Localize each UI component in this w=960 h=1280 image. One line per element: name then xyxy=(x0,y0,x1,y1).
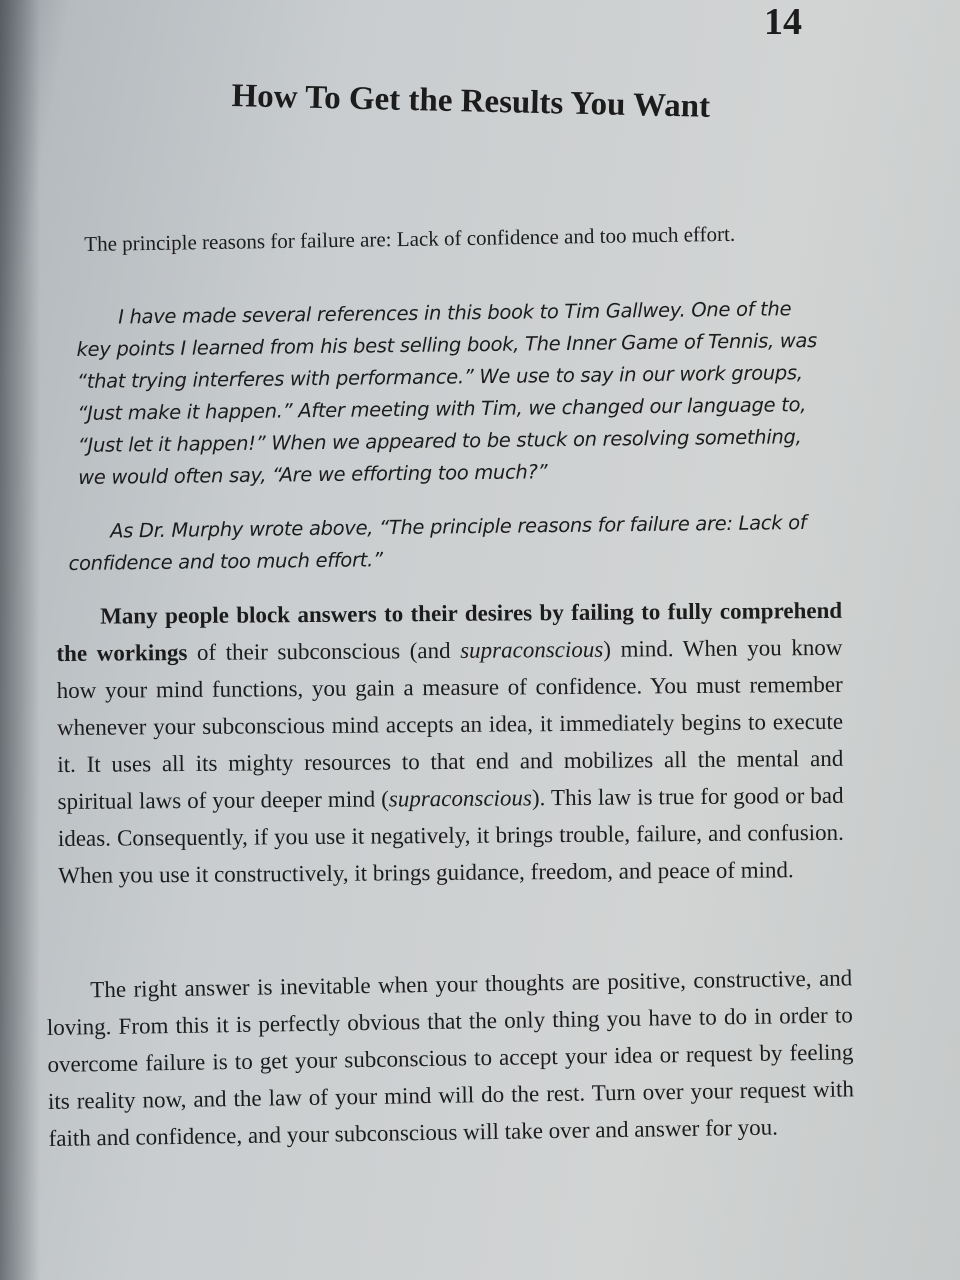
body-paragraph-1 xyxy=(56,592,844,894)
chapter-title: How To Get the Results You Want xyxy=(231,78,711,125)
body-paragraph-1-text-c: ). This law is true for good or bad ideas. Consequently, if you use it negatively, it brings trouble, failure, and confusion. When you use it constructively, it brings guidance, freedom, and peace of mind. xyxy=(57,782,844,888)
quote-paragraph-2: As Dr. Murphy wrote above, “The principle reasons for failure are: Lack of confidence and too much effort.” xyxy=(68,510,807,575)
quote-paragraph-1: I have made several references in this book to Tim Gallwey. One of the key points I learned from his best selling book, The Inner Game of Tennis, was “that trying interferes with performance.” We use to say in our work groups, “Just make it happen.” After meeting with Tim, we changed our language to, “Just let it happen!” When we appeared to be stuck on resolving something, we would often say, “Are we efforting too much?” xyxy=(76,297,818,489)
body-paragraph-1-text-a: of their subconscious (and xyxy=(187,637,461,665)
body-paragraph-1-italic-2: supraconscious xyxy=(388,785,533,812)
chapter-number: 14 xyxy=(764,1,802,43)
body-paragraph-1-bold-lead: Many people block answers to their desires by failing to fully comprehend the workings xyxy=(56,597,843,666)
body-paragraph-2: The right answer is inevitable when your thoughts are positive, constructive, and loving. From this it is perfectly obvious that the only thing you have to do in order to overcome failure is to get your subconscious to accept your idea or request by feeling its reality now, and the law of your mind will do the rest. Turn over your request with faith and confidence, and your subconscious will take over and answer for you. xyxy=(46,965,855,1151)
body-paragraph-1-italic-1: supraconscious xyxy=(460,636,604,663)
lead-paragraph: The principle reasons for failure are: Lack of confidence and too much effort. xyxy=(84,221,736,256)
body-paragraph-1-text-b: ) mind. When you know how your mind functions, you gain a measure of confidence. You must remember whenever your subconscious mind accepts an idea, it immediately begins to execute it. It uses all its mighty resources to that end and mobilizes all the mental and spiritual laws of your deeper mind ( xyxy=(56,634,844,814)
